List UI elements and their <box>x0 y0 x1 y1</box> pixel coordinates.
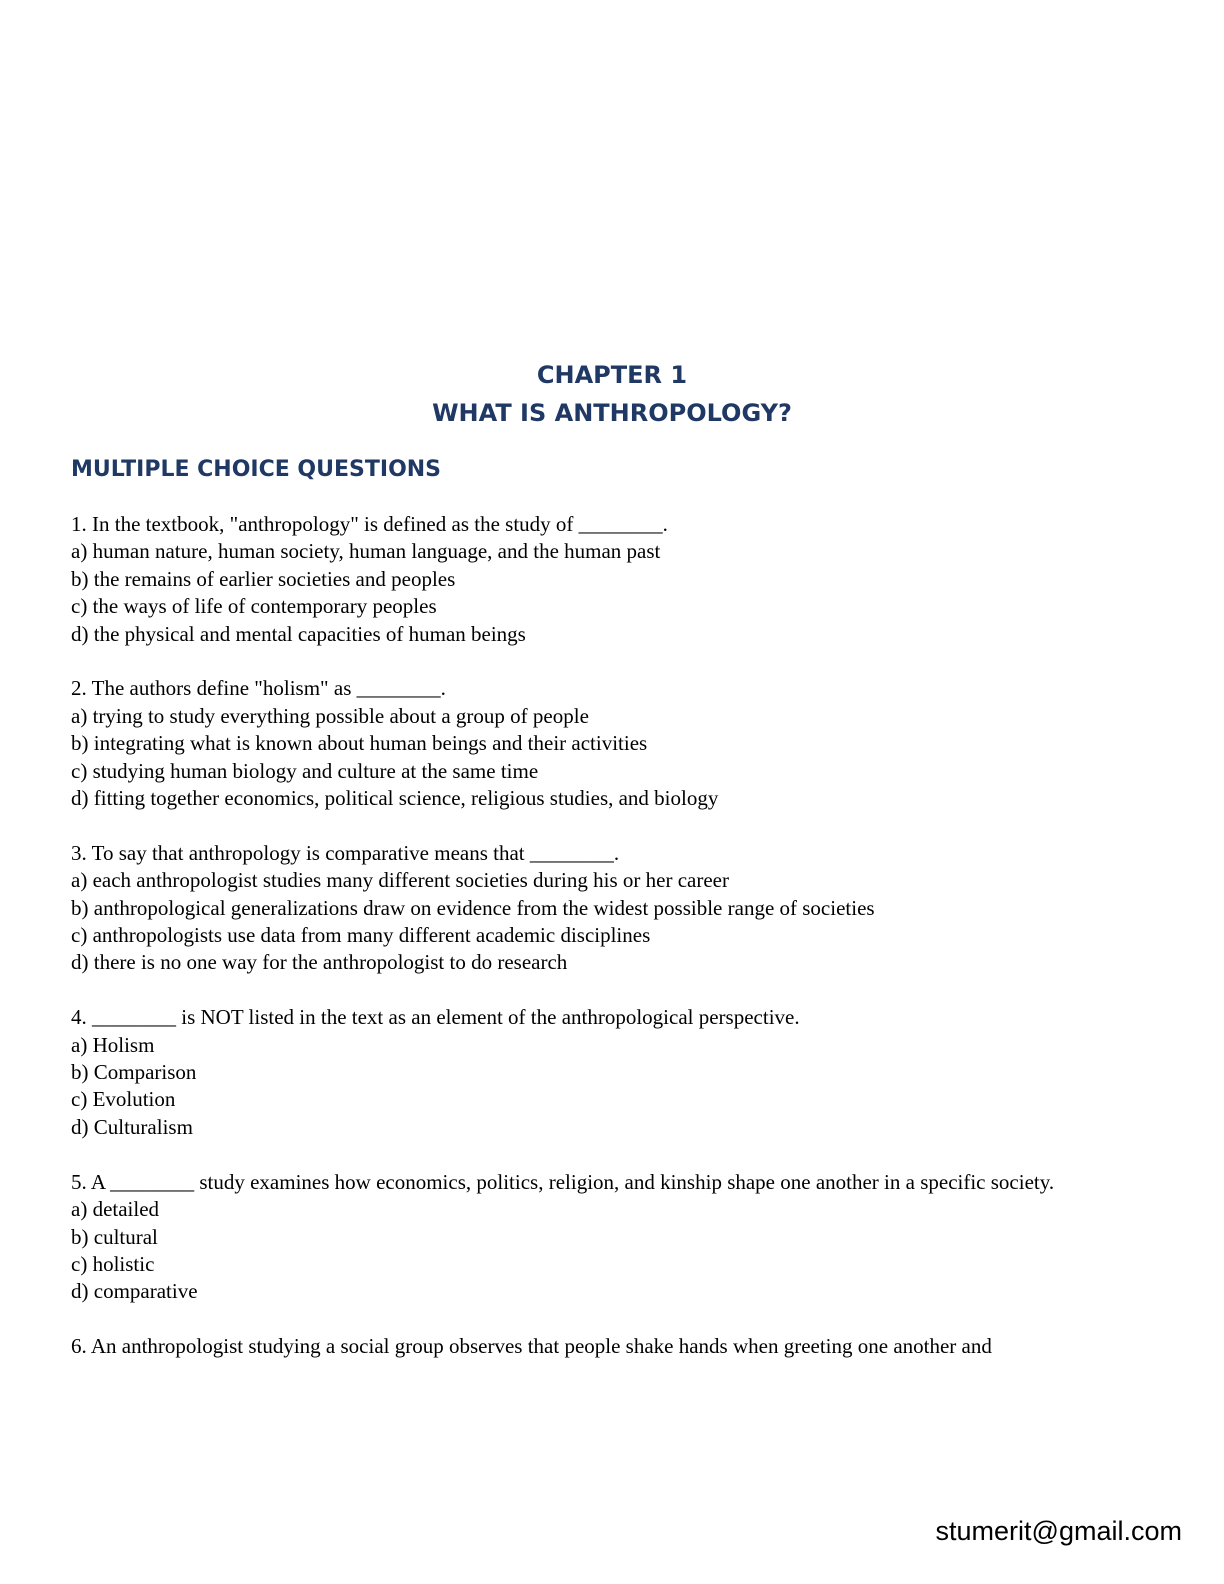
answer-option: c) studying human biology and culture at the same time <box>71 758 539 783</box>
answer-option: b) Comparison <box>71 1060 197 1085</box>
question-stem: 6. An anthropologist studying a social group observes that people shake hands when greeting one another and <box>71 1334 992 1359</box>
question-1 <box>71 511 1131 648</box>
answer-option: b) the remains of earlier societies and peoples <box>71 566 456 591</box>
question-3 <box>71 840 1131 977</box>
answer-option: c) the ways of life of contemporary peoples <box>71 594 437 619</box>
answer-option: b) anthropological generalizations draw on evidence from the widest possible range of societies <box>71 895 875 920</box>
question-stem: 4. ________ is NOT listed in the text as an element of the anthropological perspective. <box>71 1005 800 1030</box>
answer-option: c) Evolution <box>71 1087 176 1112</box>
chapter-header <box>0 356 1224 432</box>
question-stem: 1. In the textbook, "anthropology" is defined as the study of ________. <box>71 512 668 536</box>
answer-option: d) comparative <box>71 1279 198 1304</box>
question-stem: 3. To say that anthropology is comparative means that ________. <box>71 840 620 865</box>
answer-option: a) Holism <box>71 1032 155 1057</box>
answer-option: a) human nature, human society, human language, and the human past <box>71 539 661 564</box>
question-list <box>71 511 1131 1388</box>
answer-option: a) each anthropologist studies many different societies during his or her career <box>71 868 729 893</box>
question-2 <box>71 675 1131 812</box>
answer-option: a) detailed <box>71 1197 160 1222</box>
answer-option: a) trying to study everything possible about a group of people <box>71 703 589 728</box>
answer-option: c) holistic <box>71 1251 155 1276</box>
question-5 <box>71 1169 1131 1306</box>
answer-option: c) anthropologists use data from many different academic disciplines <box>71 923 651 948</box>
answer-option: d) Culturalism <box>71 1114 193 1139</box>
footer-email: stumerit@gmail.com <box>935 1516 1182 1546</box>
answer-option: d) there is no one way for the anthropologist to do research <box>71 950 568 975</box>
question-stem: 2. The authors define "holism" as ________. <box>71 676 446 701</box>
answer-option: d) the physical and mental capacities of human beings <box>71 621 526 646</box>
section-title: MULTIPLE CHOICE QUESTIONS <box>71 457 442 482</box>
chapter-number: CHAPTER 1 <box>536 361 688 389</box>
chapter-title: WHAT IS ANTHROPOLOGY? <box>432 399 792 427</box>
question-4 <box>71 1004 1131 1141</box>
answer-option: b) cultural <box>71 1224 158 1249</box>
answer-option: b) integrating what is known about human beings and their activities <box>71 731 648 756</box>
question-stem: 5. A ________ study examines how economics, politics, religion, and kinship shape one another in a specific society. <box>71 1169 1055 1194</box>
question-6 <box>71 1333 1131 1360</box>
answer-option: d) fitting together economics, political science, religious studies, and biology <box>71 786 719 811</box>
